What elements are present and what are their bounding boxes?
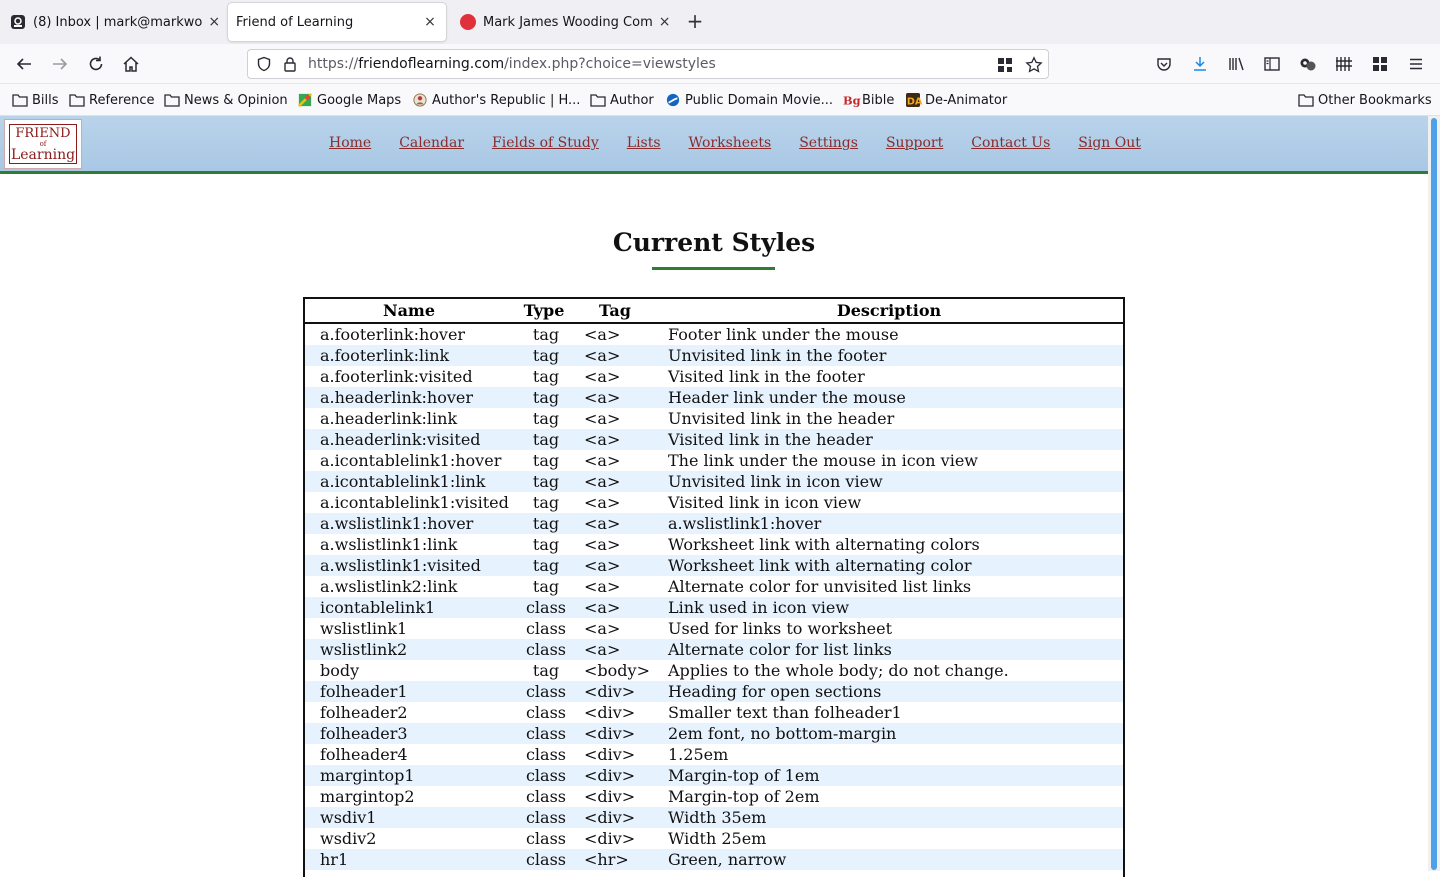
cell-tag: <a> (584, 535, 621, 554)
logo-line1: FRIEND (15, 126, 71, 141)
reload-button[interactable] (84, 52, 108, 76)
cell-name: a.footerlink:visited (320, 367, 473, 386)
menu-settings[interactable]: Settings (799, 135, 858, 151)
cell-name: margintop1 (320, 766, 415, 785)
cell-name: wslistlink1 (320, 619, 408, 638)
cell-type: tag (532, 367, 560, 386)
cell-tag: <a> (584, 346, 621, 365)
tab-bar (0, 0, 1440, 44)
table-row (305, 702, 1123, 723)
table-row (305, 408, 1123, 429)
cell-name: wsdiv2 (320, 829, 377, 848)
cell-type: tag (532, 451, 560, 470)
bookmark-bible[interactable]: Bg Bible (843, 92, 895, 108)
cell-tag: <div> (584, 829, 636, 848)
cell-description: Unvisited link in the header (668, 409, 895, 428)
cell-type: class (525, 850, 567, 869)
cell-name: a.icontablelink1:hover (320, 451, 502, 470)
cell-name: a.wslistlink1:visited (320, 556, 481, 575)
page-scrollbar[interactable] (1428, 116, 1440, 871)
cell-name: a.icontablelink1:link (320, 472, 486, 491)
cell-tag: <a> (584, 388, 621, 407)
library-button[interactable] (1225, 52, 1249, 76)
nav-bar (0, 44, 1440, 84)
extension-button[interactable] (1368, 52, 1392, 76)
cell-tag: <a> (584, 577, 621, 596)
styles-table (303, 297, 1125, 877)
cell-tag: <a> (584, 493, 621, 512)
cell-name: wslistlink2 (320, 640, 408, 659)
cell-description: Worksheet link with alternating color (668, 556, 972, 575)
cell-tag: <div> (584, 703, 636, 722)
logo-frame (9, 124, 77, 164)
menu-fields-of-study[interactable]: Fields of Study (492, 135, 599, 151)
bookmark-author[interactable]: Author (590, 92, 654, 108)
cell-type: tag (532, 472, 560, 491)
column-header-type: Type (523, 301, 565, 320)
column-header-tag: Tag (599, 301, 631, 320)
scrollbar-thumb[interactable] (1431, 118, 1437, 870)
shield-icon[interactable] (256, 56, 272, 72)
cell-description: Margin-top of 1em (668, 766, 820, 785)
cell-tag: <a> (584, 640, 621, 659)
cell-name: a.headerlink:hover (320, 388, 474, 407)
cell-tag: <div> (584, 808, 636, 827)
table-row (305, 807, 1123, 828)
mail-icon (10, 14, 26, 30)
tab-mark-wooding[interactable] (452, 3, 674, 41)
home-button[interactable] (119, 52, 143, 76)
table-row (305, 450, 1123, 471)
cell-description: Header link under the mouse (668, 388, 906, 407)
tab-friend-of-learning[interactable] (228, 3, 446, 41)
cell-description: Link used in icon view (668, 598, 850, 617)
other-bookmarks[interactable]: Other Bookmarks (1298, 92, 1432, 108)
menu-contact-us[interactable]: Contact Us (971, 135, 1051, 151)
table-row (305, 597, 1123, 618)
menu-calendar[interactable]: Calendar (399, 135, 465, 151)
cell-name: a.wslistlink1:link (320, 535, 458, 554)
cell-description: 2em font, no bottom-margin (668, 724, 897, 743)
cell-tag: <div> (584, 745, 636, 764)
cell-tag: <hr> (584, 850, 629, 869)
tab-title: Friend of Learning (236, 14, 354, 30)
table-row (305, 492, 1123, 513)
cell-tag: <a> (584, 325, 621, 344)
cell-description: 1.25em (668, 745, 729, 764)
bookmark-de-animator[interactable]: DA De-Animator (906, 92, 1008, 108)
cell-type: tag (532, 430, 560, 449)
cell-name: wsdiv1 (320, 808, 377, 827)
cell-type: tag (532, 535, 560, 554)
menu-home[interactable]: Home (329, 135, 372, 151)
cell-description: a.wslistlink1:hover (668, 514, 822, 533)
cell-tag: <div> (584, 787, 636, 806)
cell-description: Green, narrow (668, 850, 787, 869)
cell-tag: <a> (584, 598, 621, 617)
cell-description: Footer link under the mouse (668, 325, 899, 344)
table-row (305, 828, 1123, 849)
table-row (305, 765, 1123, 786)
qr-code-icon[interactable] (997, 57, 1013, 73)
cell-tag: <a> (584, 619, 621, 638)
forward-arrow-icon (51, 55, 69, 73)
cell-description: Worksheet link with alternating colors (668, 535, 980, 554)
table-row (305, 513, 1123, 534)
table-row (305, 555, 1123, 576)
table-body (305, 324, 1123, 870)
cell-tag: <div> (584, 766, 636, 785)
cell-tag: <a> (584, 556, 621, 575)
bookmark-public-domain-movies[interactable]: Public Domain Movie... (665, 92, 833, 108)
cell-name: a.footerlink:link (320, 346, 450, 365)
close-icon[interactable]: × (208, 14, 221, 30)
extension-button[interactable] (1296, 52, 1320, 76)
main-menu (329, 135, 1141, 151)
bookmark-news-opinion[interactable]: News & Opinion (164, 92, 288, 108)
cell-type: tag (532, 556, 560, 575)
cell-name: a.wslistlink2:link (320, 577, 458, 596)
cell-description: Margin-top of 2em (668, 787, 820, 806)
svg-text:DA: DA (906, 96, 923, 108)
cell-description: Alternate color for list links (668, 640, 892, 659)
cell-name: folheader1 (320, 682, 408, 701)
cell-description: Applies to the whole body; do not change. (668, 661, 1009, 680)
cell-type: class (525, 766, 567, 785)
home-icon (122, 55, 140, 73)
grid-bars-icon (1335, 56, 1353, 72)
site-logo[interactable] (4, 119, 82, 169)
cell-description: Smaller text than folheader1 (668, 703, 902, 722)
table-header (305, 299, 1123, 324)
cell-tag: <a> (584, 430, 621, 449)
title-underline (652, 267, 775, 270)
cell-tag: <a> (584, 514, 621, 533)
sidebar-icon (1264, 56, 1280, 72)
cell-description: Width 35em (668, 808, 767, 827)
table-row (305, 345, 1123, 366)
pocket-button[interactable] (1152, 52, 1176, 76)
cell-tag: <div> (584, 682, 636, 701)
bookmark-bills[interactable]: Bills (12, 92, 59, 108)
cell-type: class (525, 682, 567, 701)
close-icon[interactable]: × (424, 14, 436, 30)
page-title: Current Styles (612, 228, 816, 257)
sidebar-button[interactable] (1260, 52, 1284, 76)
app-menu-button[interactable] (1404, 52, 1428, 76)
cell-description: Width 25em (668, 829, 767, 848)
forward-button[interactable] (48, 52, 72, 76)
cell-type: class (525, 787, 567, 806)
back-arrow-icon (15, 55, 33, 73)
folder-icon (590, 93, 606, 107)
deanimator-icon (905, 93, 921, 107)
author-icon (412, 93, 428, 107)
new-tab-button[interactable]: + (686, 9, 704, 33)
pocket-icon (1156, 56, 1172, 72)
table-row (305, 660, 1123, 681)
cell-tag: <a> (584, 451, 621, 470)
cell-type: class (525, 703, 567, 722)
cell-description: Unvisited link in the footer (668, 346, 887, 365)
cell-type: tag (532, 493, 560, 512)
downloads-button[interactable] (1188, 52, 1212, 76)
logo-line3: Learning (10, 147, 76, 163)
table-row (305, 387, 1123, 408)
cell-name: a.headerlink:visited (320, 430, 481, 449)
cell-description: Unvisited link in icon view (668, 472, 883, 491)
cell-type: tag (532, 346, 560, 365)
tab-title: (8) Inbox | mark@markwo (33, 14, 203, 30)
table-row (305, 366, 1123, 387)
cell-tag: <a> (584, 367, 621, 386)
logo-line2: of (39, 140, 47, 148)
table-row (305, 471, 1123, 492)
table-row (305, 639, 1123, 660)
menu-sign-out[interactable]: Sign Out (1078, 135, 1141, 151)
tab-inbox[interactable] (2, 3, 224, 41)
cell-name: margintop2 (320, 787, 415, 806)
back-button[interactable] (12, 52, 36, 76)
menu-support[interactable]: Support (885, 135, 944, 151)
extension-icon (1299, 56, 1317, 72)
cell-type: class (525, 619, 567, 638)
movie-icon (665, 93, 681, 107)
cell-name: hr1 (320, 850, 349, 869)
svg-text:Bg: Bg (843, 93, 861, 108)
cell-name: folheader2 (320, 703, 408, 722)
table-row (305, 849, 1123, 870)
cell-type: class (525, 598, 567, 617)
cell-name: folheader3 (320, 724, 408, 743)
cell-type: tag (532, 514, 560, 533)
table-row (305, 324, 1123, 345)
cell-name: a.footerlink:hover (320, 325, 466, 344)
menu-worksheets[interactable]: Worksheets (688, 135, 772, 151)
cell-type: class (525, 829, 567, 848)
table-row (305, 429, 1123, 450)
red-circle-icon (460, 14, 476, 30)
folder-icon (1298, 93, 1314, 107)
site-header (0, 116, 1428, 174)
cell-description: Heading for open sections (668, 682, 882, 701)
cell-type: tag (532, 325, 560, 344)
close-icon[interactable]: × (658, 14, 671, 30)
cell-name: a.icontablelink1:visited (320, 493, 509, 512)
url-text[interactable]: https://friendoflearning.com/index.php?choice=viewstyles (308, 56, 716, 72)
folder-icon (164, 93, 180, 107)
cell-name: icontablelink1 (320, 598, 436, 617)
table-row (305, 744, 1123, 765)
download-icon (1192, 56, 1208, 72)
bookmark-authors-republic[interactable]: Author's Republic | H... (412, 92, 580, 108)
cell-name: a.wslistlink1:hover (320, 514, 474, 533)
url-bar[interactable] (247, 49, 1049, 79)
cell-type: tag (532, 577, 560, 596)
cell-description: Used for links to worksheet (668, 619, 893, 638)
cell-tag: <a> (584, 472, 621, 491)
cell-tag: <body> (584, 661, 650, 680)
cell-description: The link under the mouse in icon view (668, 451, 978, 470)
cell-description: Alternate color for unvisited list links (668, 577, 972, 596)
table-row (305, 618, 1123, 639)
cell-name: body (320, 661, 360, 680)
cell-name: a.headerlink:link (320, 409, 458, 428)
table-row (305, 576, 1123, 597)
extension-button[interactable] (1332, 52, 1356, 76)
lock-icon[interactable] (283, 56, 297, 72)
library-icon (1228, 56, 1246, 72)
table-row (305, 723, 1123, 744)
folder-icon (12, 93, 28, 107)
cell-type: class (525, 724, 567, 743)
cell-description: Visited link in the header (668, 430, 873, 449)
cell-type: class (525, 745, 567, 764)
cell-description: Visited link in the footer (668, 367, 865, 386)
reload-icon (87, 55, 105, 73)
folder-icon (69, 93, 85, 107)
bookmark-star-icon[interactable] (1025, 56, 1043, 74)
column-header-description: Description (836, 301, 942, 320)
column-header-name: Name (382, 301, 436, 320)
cell-description: Visited link in icon view (668, 493, 862, 512)
cell-type: tag (532, 388, 560, 407)
table-row (305, 786, 1123, 807)
cell-type: class (525, 640, 567, 659)
table-row (305, 681, 1123, 702)
tab-title: Mark James Wooding Com (483, 14, 653, 30)
cell-type: tag (532, 409, 560, 428)
bible-icon (842, 93, 861, 108)
menu-lists[interactable]: Lists (626, 135, 661, 151)
apps-grid-icon (1372, 56, 1388, 72)
hamburger-menu-icon (1408, 56, 1424, 72)
cell-tag: <div> (584, 724, 636, 743)
bookmarks-bar (0, 84, 1440, 116)
cell-tag: <a> (584, 409, 621, 428)
table-row (305, 534, 1123, 555)
cell-name: folheader4 (320, 745, 408, 764)
bookmark-google-maps[interactable]: Google Maps (297, 92, 401, 108)
maps-icon (297, 93, 313, 107)
bookmark-reference[interactable]: Reference (69, 92, 154, 108)
cell-type: tag (532, 661, 560, 680)
cell-type: class (525, 808, 567, 827)
